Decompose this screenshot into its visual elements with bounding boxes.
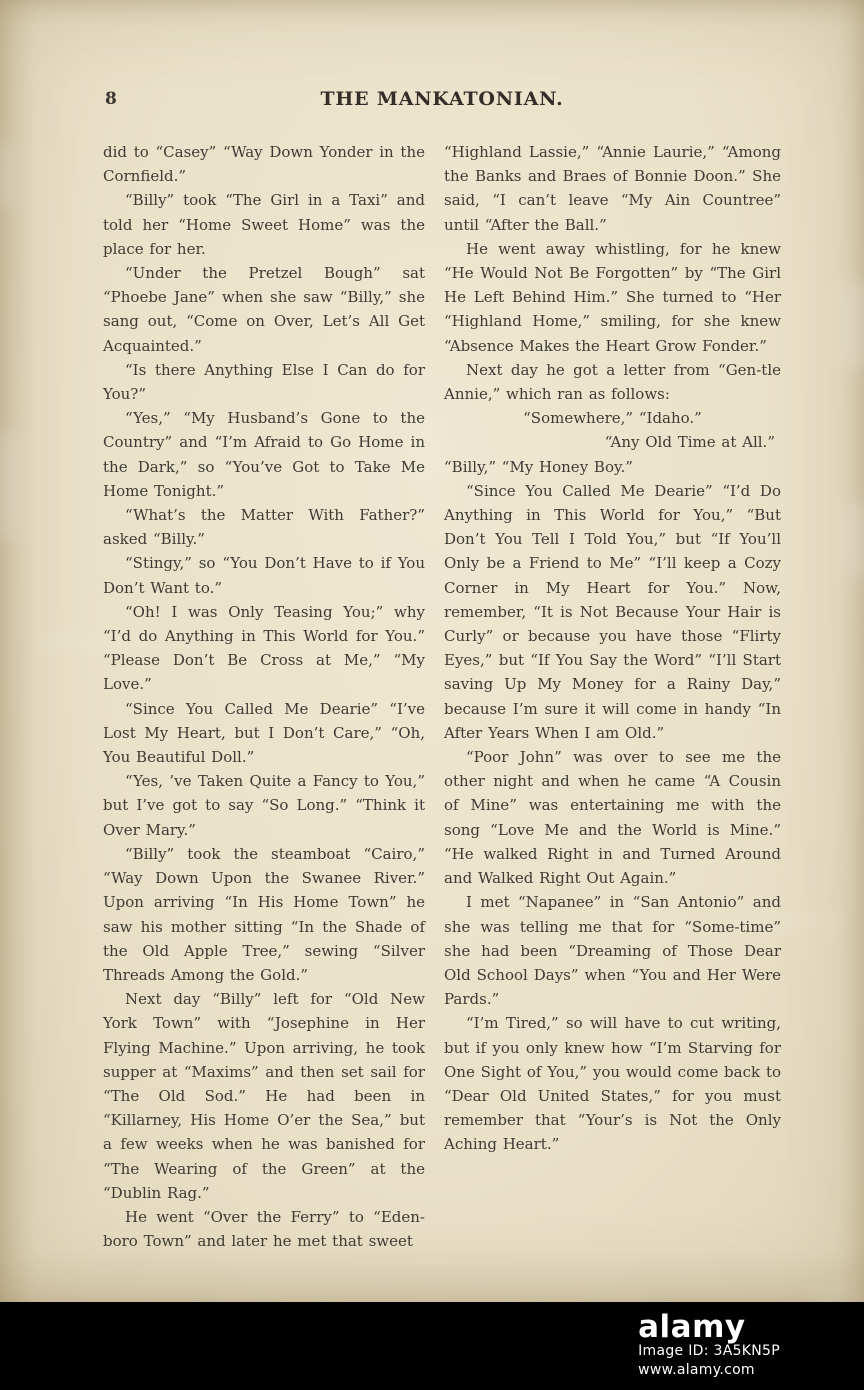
watermark-smudge — [812, 1290, 864, 1302]
paragraph: “Poor John” was over to see me the other night and when he came “A Cousin of Mine” was entertaining me with the song “Love Me and the World is Mine.” “He walked Right in and Turned Around and Walked Right Out Again.” — [444, 748, 781, 888]
ghost-watermark: alamy — [728, 900, 844, 940]
paragraph: “Is there Anything Else I Can do for You?” — [103, 360, 425, 404]
paragraph: Next day “Billy” left for “Old New York Town” with “Josephine in Her Flying Machine.” Upon arriving, he took supper at “Maxims” and then set sail for “The Old Sod.” He had been in “Killarney, His Home O’er the Sea,” but a few weeks when he was banished for “The Wearing of the Green” at the “Dublin Rag.” — [103, 990, 425, 1202]
paragraph: “Billy,” “My Honey Boy.” — [444, 457, 633, 476]
paragraph: “Yes,” “My Husband’s Gone to the Country” and “I’m Afraid to Go Home in the Dark,” so “You’ve Got to Take Me Home Tonight.” — [103, 409, 425, 500]
paragraph: “Highland Lassie,” “Annie Laurie,” “Among the Banks and Braes of Bonnie Doon.” She said, “I can’t leave “My Ain Countree” until “After the Ball.” — [444, 143, 781, 234]
watermark-smudge — [0, 140, 12, 210]
paragraph: Next day he got a letter from “Gen-tle Annie,” which ran as follows: — [444, 360, 781, 404]
paragraph: did to “Casey” “Way Down Yonder in the Cornfield.” — [103, 143, 425, 186]
paragraph: “Stingy,” so “You Don’t Have to if You Don’t Want to.” — [103, 554, 425, 597]
paragraph: “Since You Called Me Dearie” “I’ve Lost My Heart, but I Don’t Care,” “Oh, You Beautiful Doll.” — [103, 699, 425, 767]
page-content — [103, 86, 781, 1253]
paragraph: “Oh! I was Only Teasing You;” why “I’d do Anything in This World for You.” “Please Don’t Be Cross at Me,” “My Love.” — [103, 602, 425, 694]
image-id-text: Image ID: 3A5KN5P — [638, 1343, 780, 1359]
paragraph: “I’m Tired,” so will have to cut writing, but if you only knew how “I’m Starving for One Sight of You,” you would come back to “Dear Old United States,” for you must remember that “Your’s is Not the Only Aching Heart.” — [444, 1014, 781, 1154]
page-title: THE MANKATONIAN. — [320, 88, 564, 110]
alamy-info-block — [638, 1309, 780, 1380]
paragraph: “Under the Pretzel Bough” sat “Phoebe Jane” when she saw “Billy,” she sang out, “Come on Over, Let’s All Get Acquainted.” — [103, 264, 425, 355]
paragraph: He went “Over the Ferry” to “Eden-boro Town” and later he met that sweet — [103, 1207, 425, 1251]
paragraph: “Any Old Time at All.” — [604, 433, 775, 452]
alamy-url-text: www.alamy.com — [638, 1362, 755, 1378]
paragraph: “Somewhere,” “Idaho.” — [523, 409, 702, 428]
left-column — [103, 140, 425, 1253]
paragraph: “Since You Called Me Dearie” “I’d Do Anything in This World for You,” “But Don’t You Tell I Told You,” but “If You’ll Only be a Friend to Me” “I’ll keep a Cozy Corner in My Heart for You.” Now, remember, “It is Not Because Your Hair is Curly” or because you have those “Flirty Eyes,” but “If You Say the Word” “I’ll Start saving Up My Money for a Rainy Day,” because I’m sure it will come in handy “In After Years When I am Old.” — [444, 481, 781, 742]
paragraph: “Yes, ’ve Taken Quite a Fancy to You,” but I’ve got to say “So Long.” “Think it Over Mary.” — [103, 772, 425, 839]
watermark-smudge — [844, 280, 864, 370]
paragraph: “Billy” took the steamboat “Cairo,” “Way Down Upon the Swanee River.” Upon arriving “In His Home Town” he saw his mother sitting “In the Shade of the Old Apple Tree,” sewing “Silver Threads Among the Gold.” — [103, 844, 425, 984]
alamy-logo: alamy — [638, 1309, 746, 1345]
alamy-watermark-bar — [0, 1302, 864, 1390]
paragraph: He went away whistling, for he knew “He Would Not Be Forgotten” by “The Girl He Left Behind Him.” She turned to “Her “Highland Home,” smiling, for she knew “Absence Makes the Heart Grow Fonder.” — [444, 239, 781, 355]
page-header — [103, 86, 781, 116]
paragraph: I met “Napanee” in “San Antonio” and she was telling me that for “Some-time” she had been “Dreaming of Those Dear Old School Days” when “You and Her Were Pards.” — [444, 893, 781, 1009]
right-column — [444, 140, 781, 1253]
paragraph: “What’s the Matter With Father?” asked “Billy.” — [103, 506, 425, 549]
page-number: 8 — [105, 89, 117, 109]
paragraph: “Billy” took “The Girl in a Taxi” and told her “Home Sweet Home” was the place for her. — [103, 191, 425, 258]
ghost-watermark: alamy — [40, 620, 156, 660]
watermark-smudge — [846, 500, 864, 580]
text-columns — [103, 140, 781, 1253]
watermark-smudge — [0, 430, 18, 540]
